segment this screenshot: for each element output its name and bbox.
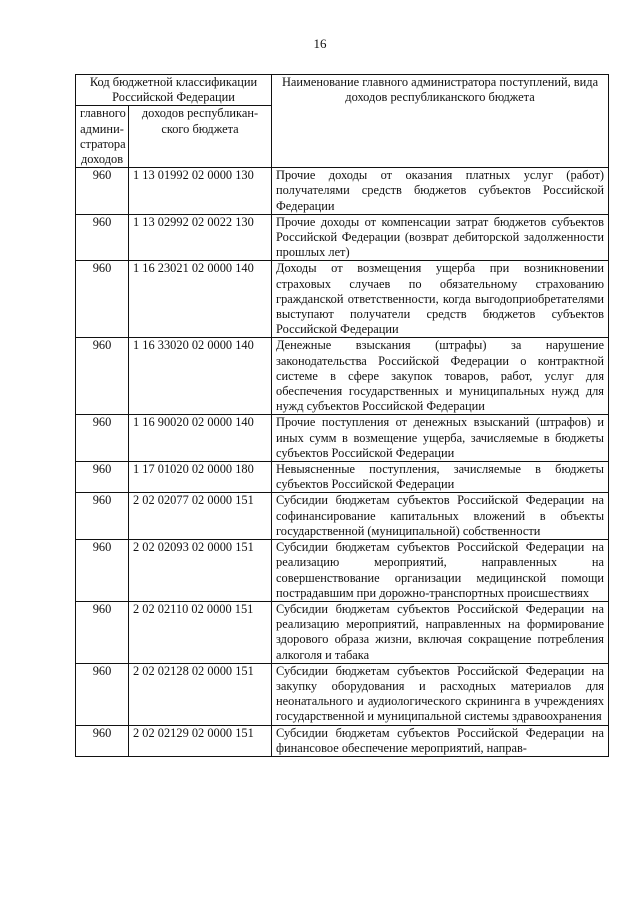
table-row <box>76 462 609 493</box>
revenue-name-cell: Субсидии бюджетам субъектов Российской Федерации на закупку оборудования и расходных материалов для неонатального и аудиологического скрининга в учреждениях государственной и муниципальной системы здравоохранения <box>272 663 609 725</box>
revenue-name-cell: Субсидии бюджетам субъектов Российской Федерации на реализацию мероприятий, направленных на формирование здорового образа жизни, включая сокращение потребления алкоголя и табака <box>272 601 609 663</box>
revenue-name-cell: Прочие доходы от оказания платных услуг (работ) получателями средств бюджетов субъектов Российской Федерации <box>272 168 609 215</box>
admin-code-cell: 960 <box>76 214 129 261</box>
revenue-name-cell: Прочие доходы от компенсации затрат бюджетов субъектов Российской Федерации (возврат дебиторской задолженности прошлых лет) <box>272 214 609 261</box>
revenue-name-cell: Субсидии бюджетам субъектов Российской Федерации на реализацию мероприятий, направленных на совершенствование организации медицинской помощи пострадавшим при дорожно-транспортных происшествиях <box>272 540 609 602</box>
table-row <box>76 168 609 215</box>
revenue-code-cell: 2 02 02128 02 0000 151 <box>129 663 272 725</box>
admin-code-cell: 960 <box>76 493 129 540</box>
revenue-code-cell: 1 13 01992 02 0000 130 <box>129 168 272 215</box>
header-revenue-code: доходов республикан-ского бюджета <box>129 106 272 168</box>
revenue-name-cell: Прочие поступления от денежных взысканий (штрафов) и иных сумм в возмещение ущерба, зачисляемые в бюджеты субъектов Российской Федерации <box>272 415 609 462</box>
header-classification-code: Код бюджетной классификации Российской Федерации <box>76 75 272 106</box>
revenue-name-cell: Субсидии бюджетам субъектов Российской Федерации на финансовое обеспечение мероприятий, направ- <box>272 725 609 756</box>
table-row <box>76 601 609 663</box>
revenue-code-cell: 1 16 23021 02 0000 140 <box>129 261 272 338</box>
table-row <box>76 261 609 338</box>
revenue-name-cell: Невыясненные поступления, зачисляемые в бюджеты субъектов Российской Федерации <box>272 462 609 493</box>
page-number: 16 <box>313 36 327 51</box>
revenue-name-cell: Денежные взыскания (штрафы) за нарушение законодательства Российской Федерации о контрактной системе в сфере закупок товаров, работ, услуг для обеспечения государственных и муниципальных нужд для нужд субъектов Российской Федерации <box>272 338 609 415</box>
revenue-name-cell: Субсидии бюджетам субъектов Российской Федерации на софинансирование капитальных вложений в объекты государственной (муниципальной) собственности <box>272 493 609 540</box>
table-row <box>76 338 609 415</box>
header-main-administrator: главного админи-стратора доходов <box>76 106 129 168</box>
revenue-code-cell: 1 17 01020 02 0000 180 <box>129 462 272 493</box>
table-row <box>76 663 609 725</box>
admin-code-cell: 960 <box>76 462 129 493</box>
revenue-code-cell: 2 02 02093 02 0000 151 <box>129 540 272 602</box>
table-row <box>76 540 609 602</box>
revenue-code-cell: 1 13 02992 02 0022 130 <box>129 214 272 261</box>
revenue-code-cell: 2 02 02110 02 0000 151 <box>129 601 272 663</box>
admin-code-cell: 960 <box>76 540 129 602</box>
admin-code-cell: 960 <box>76 168 129 215</box>
table-row <box>76 214 609 261</box>
admin-code-cell: 960 <box>76 415 129 462</box>
admin-code-cell: 960 <box>76 601 129 663</box>
budget-classification-table <box>75 74 609 757</box>
admin-code-cell: 960 <box>76 725 129 756</box>
revenue-code-cell: 2 02 02129 02 0000 151 <box>129 725 272 756</box>
revenue-code-cell: 2 02 02077 02 0000 151 <box>129 493 272 540</box>
admin-code-cell: 960 <box>76 261 129 338</box>
table-row <box>76 493 609 540</box>
table-row <box>76 725 609 756</box>
revenue-name-cell: Доходы от возмещения ущерба при возникновении страховых случаев по обязательному страхованию гражданской ответственности, когда выгодоприобретателями выступают получатели средств бюджетов субъектов Российской Федерации <box>272 261 609 338</box>
admin-code-cell: 960 <box>76 338 129 415</box>
table-row <box>76 415 609 462</box>
header-administrator-name: Наименование главного администратора поступлений, вида доходов республиканского бюджета <box>272 75 609 168</box>
revenue-code-cell: 1 16 90020 02 0000 140 <box>129 415 272 462</box>
revenue-code-cell: 1 16 33020 02 0000 140 <box>129 338 272 415</box>
admin-code-cell: 960 <box>76 663 129 725</box>
